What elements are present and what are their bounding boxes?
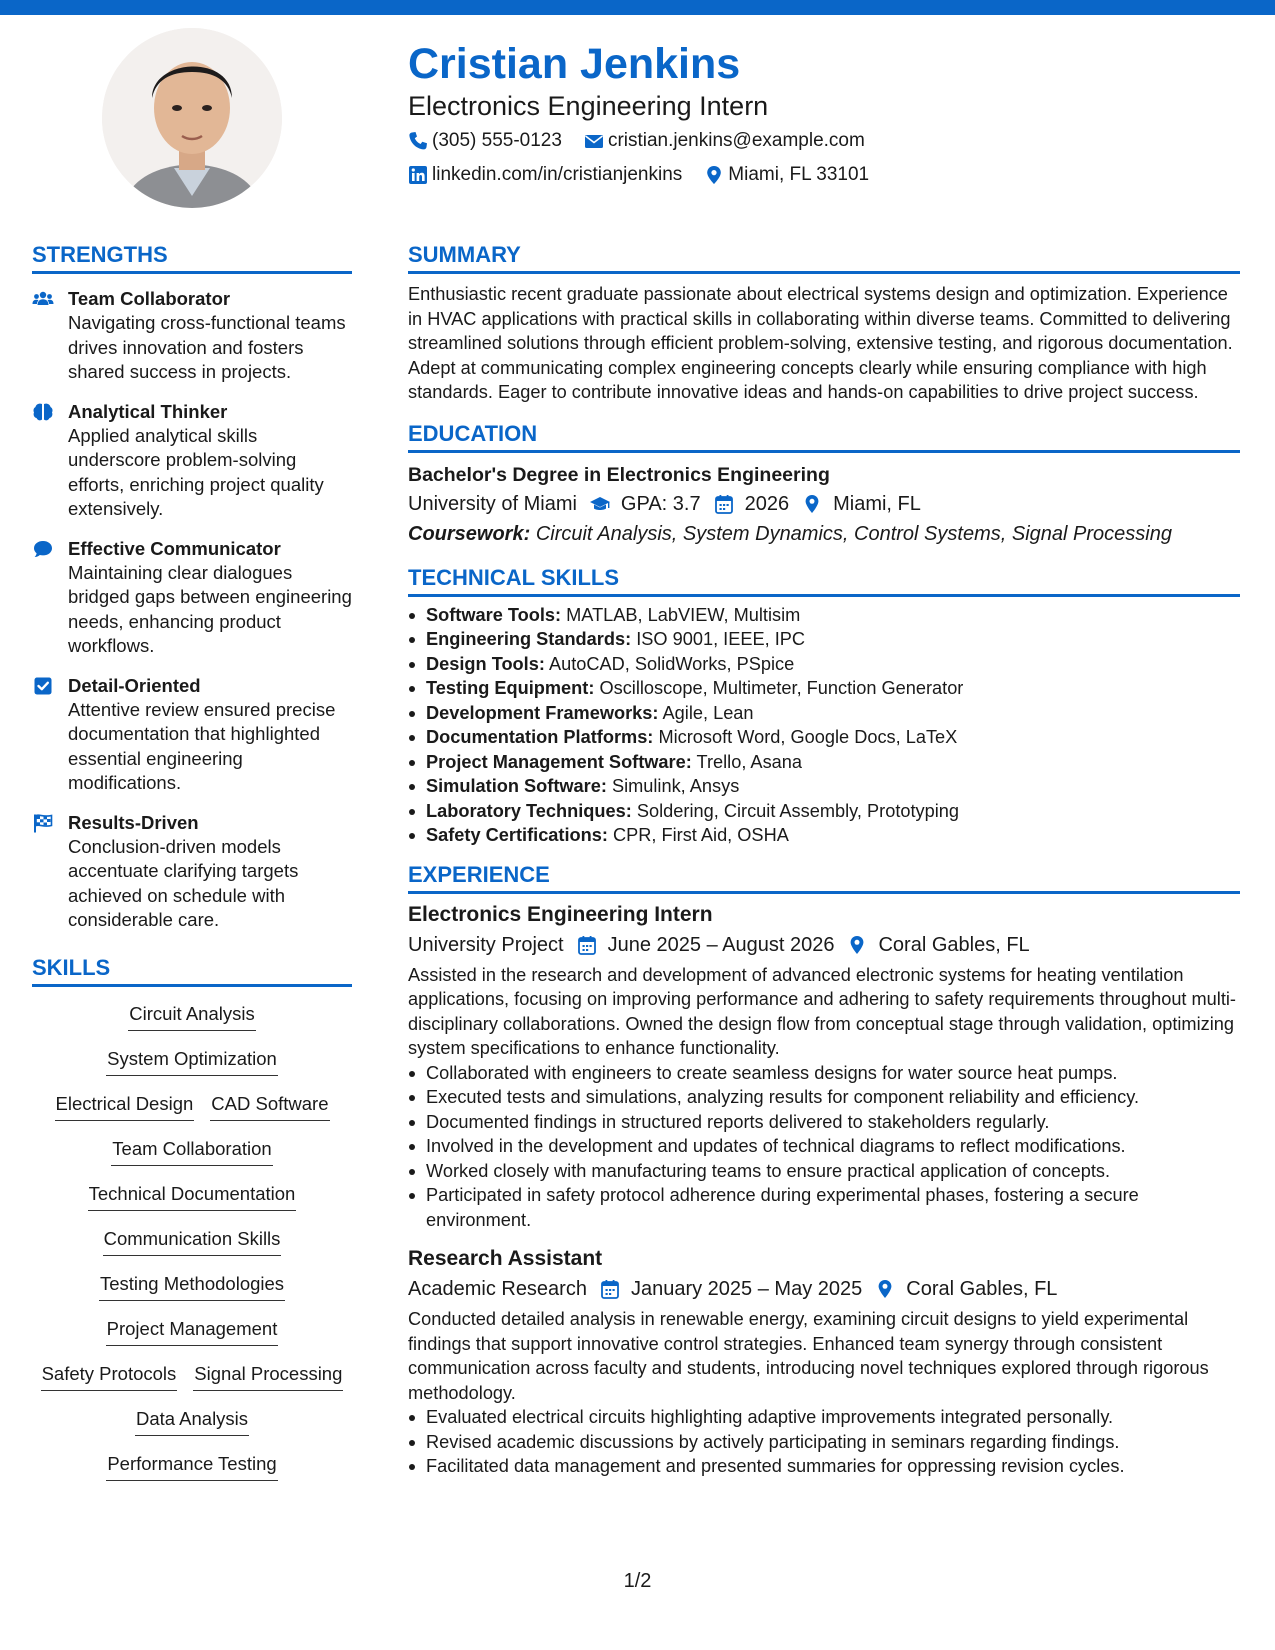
skill-tag: Electrical Design: [55, 1091, 195, 1121]
strength-desc: Applied analytical skills underscore problem-solving efforts, enriching project quality extensively.: [68, 424, 324, 519]
technical-skill-label: Safety Certifications:: [426, 825, 608, 845]
coursework-text: Circuit Analysis, System Dynamics, Control Systems, Signal Processing: [535, 522, 1172, 545]
technical-skill-item: [408, 627, 1240, 652]
technical-skill-label: Design Tools:: [426, 653, 545, 674]
skill-tag: Signal Processing: [193, 1361, 343, 1391]
strength-title: Results-Driven: [68, 811, 199, 833]
job-meta: [408, 1274, 1240, 1304]
strength-desc: Maintaining clear dialogues bridged gaps between engineering needs, enhancing product workflows.: [68, 561, 352, 656]
job-bullet: Participated in safety protocol adherence during experimental phases, fostering a secure environment.: [408, 1183, 1240, 1232]
skill-row: [98, 1316, 287, 1361]
skill-row: [91, 1271, 293, 1316]
technical-skill-value: MATLAB, LabVIEW, Multisim: [566, 604, 801, 625]
strength-item: [32, 536, 352, 659]
job-entry: [408, 1244, 1240, 1479]
users-icon: [32, 289, 54, 309]
skill-tag: Data Analysis: [135, 1406, 249, 1436]
strength-title: Effective Communicator: [68, 537, 281, 559]
strength-desc: Conclusion-driven models accentuate clarifying targets achieved on schedule with considerable care.: [68, 835, 299, 930]
job-organization: University Project: [408, 933, 564, 956]
technical-skill-value: Simulink, Ansys: [611, 776, 740, 796]
candidate-name: Cristian Jenkins: [408, 40, 741, 88]
technical-skill-value: Microsoft Word, Google Docs, LaTeX: [658, 727, 958, 747]
education-heading: EDUCATION: [408, 419, 1240, 453]
education-meta: [408, 489, 1240, 519]
job-bullets: [408, 1061, 1240, 1233]
technical-skill-item: [408, 603, 1240, 628]
linkedin-contact[interactable]: [408, 164, 682, 186]
skills-heading: SKILLS: [32, 953, 352, 987]
skill-tag: Technical Documentation: [88, 1181, 297, 1211]
strength-item: [32, 810, 352, 933]
strength-desc: Attentive review ensured precise documentation that highlighted essential engineering modifications.: [68, 698, 336, 793]
job-title: Electronics Engineering Intern: [408, 902, 713, 926]
technical-skill-item: [408, 750, 1240, 775]
location-contact: [704, 164, 869, 186]
strength-title: Team Collaborator: [68, 288, 231, 309]
email-contact[interactable]: [584, 130, 865, 152]
job-location: Coral Gables, FL: [906, 1278, 1058, 1300]
skill-row: [95, 1226, 290, 1271]
graduation-year: 2026: [744, 492, 790, 515]
skill-row: [47, 1091, 338, 1136]
experience-list: [408, 900, 1240, 1479]
resume-header: [408, 40, 1238, 191]
job-bullet: Documented findings in structured reports delivered to stakeholders regularly.: [408, 1110, 1240, 1135]
technical-skill-value: CPR, First Aid, OSHA: [612, 825, 789, 845]
profile-photo: [102, 28, 282, 208]
technical-skill-value: Agile, Lean: [662, 702, 754, 723]
job-bullet: Revised academic discussions by actively participating in seminars regarding findings.: [408, 1430, 1240, 1455]
skill-tag: Project Management: [106, 1316, 279, 1346]
technical-skill-label: Testing Equipment:: [426, 678, 595, 698]
strength-item: [32, 673, 352, 796]
gpa-text: GPA: 3.7: [620, 492, 701, 515]
technical-skill-value: Trello, Asana: [696, 751, 803, 772]
job-bullet: Collaborated with engineers to create seamless designs for water source heat pumps.: [408, 1061, 1240, 1086]
job-description: Assisted in the research and development of advanced electronic systems for heating ventilation applications, focusing on improving performance and adhering to safety requirements throughout multi-disciplinary collaborations. Owned the design flow from conceptual stage through validation, optimizing system specifications to enhance functionality.: [408, 964, 1236, 1058]
coursework-line: [408, 519, 1240, 549]
technical-skill-item: [408, 774, 1240, 799]
technical-skill-item: [408, 725, 1240, 750]
linkedin-text: linkedin.com/in/cristianjenkins: [432, 163, 683, 185]
experience-heading: EXPERIENCE: [408, 860, 1240, 894]
map-pin-icon: [846, 935, 868, 955]
strength-desc: Navigating cross-functional teams drives innovation and fosters shared success in projects.: [68, 312, 346, 382]
job-meta: [408, 930, 1240, 960]
phone-icon: [408, 131, 428, 151]
degree-title: Bachelor's Degree in Electronics Engineering: [408, 463, 830, 486]
flag-checkered-icon: [32, 813, 54, 833]
map-pin-icon: [874, 1279, 896, 1299]
phone-text: (305) 555-0123: [432, 129, 562, 151]
coursework-label: Coursework:: [408, 522, 531, 545]
job-title: Research Assistant: [408, 1247, 603, 1270]
skill-row: [98, 1046, 286, 1091]
phone-contact: [408, 130, 562, 152]
linkedin-icon: [408, 165, 428, 185]
job-dates: January 2025 – May 2025: [630, 1278, 863, 1300]
strength-item: [32, 399, 352, 522]
skill-tag: System Optimization: [106, 1046, 278, 1076]
job-bullet: Involved in the development and updates of technical diagrams to reflect modifications.: [408, 1134, 1240, 1159]
skill-tag: Performance Testing: [106, 1451, 277, 1481]
job-bullet: Facilitated data management and presented summaries for oppressing revision cycles.: [408, 1454, 1240, 1479]
technical-skill-item: [408, 823, 1240, 848]
strength-title: Detail-Oriented: [68, 674, 201, 696]
calendar-icon: [599, 1279, 621, 1299]
strength-title: Analytical Thinker: [68, 400, 228, 422]
technical-skill-value: ISO 9001, IEEE, IPC: [636, 629, 806, 649]
summary-heading: SUMMARY: [408, 240, 1240, 274]
skills-list: [32, 1001, 352, 1496]
envelope-icon: [584, 131, 604, 151]
technical-skill-label: Software Tools:: [426, 604, 562, 625]
skill-row: [98, 1451, 285, 1496]
technical-skill-label: Documentation Platforms:: [426, 727, 654, 747]
email-text: cristian.jenkins@example.com: [607, 129, 865, 151]
job-description: Conducted detailed analysis in renewable energy, examining circuit designs to yield experimental findings that support innovative control strategies. Enhanced team synergy through consistent communication across faculty and students, introducing novel techniques explored through rigorous methodology.: [408, 1309, 1209, 1403]
brain-icon: [32, 402, 54, 422]
technical-skill-label: Development Frameworks:: [426, 702, 659, 723]
strengths-heading: STRENGTHS: [32, 240, 352, 274]
school-name: University of Miami: [408, 492, 577, 515]
job-entry: [408, 900, 1240, 1233]
skill-tag: Team Collaboration: [111, 1136, 272, 1166]
skill-tag: Safety Protocols: [41, 1361, 178, 1391]
calendar-icon: [713, 494, 735, 514]
candidate-role: Electronics Engineering Intern: [408, 91, 769, 122]
technical-skill-label: Project Management Software:: [426, 751, 692, 772]
job-organization: Academic Research: [408, 1278, 587, 1300]
skill-row: [33, 1361, 352, 1406]
technical-skill-label: Simulation Software:: [426, 776, 607, 796]
strengths-list: [32, 286, 352, 933]
contact-row-2: [408, 159, 1238, 191]
contact-row-1: [408, 125, 1238, 157]
skill-row: [103, 1136, 280, 1181]
technical-skill-item: [408, 676, 1240, 701]
job-bullet: Executed tests and simulations, analyzing results for component reliability and efficiency.: [408, 1085, 1240, 1110]
technical-skill-value: Soldering, Circuit Assembly, Prototyping: [636, 800, 960, 821]
map-pin-icon: [801, 494, 823, 514]
checkbox-icon: [32, 676, 54, 696]
job-bullet: Worked closely with manufacturing teams to ensure practical application of concepts.: [408, 1159, 1240, 1184]
top-accent-bar: [0, 0, 1275, 15]
skill-tag: Communication Skills: [103, 1226, 282, 1256]
job-bullets: [408, 1405, 1240, 1479]
technical-skills-heading: TECHNICAL SKILLS: [408, 563, 1240, 597]
job-location: Coral Gables, FL: [878, 933, 1030, 956]
technical-skill-item: [408, 799, 1240, 824]
job-dates: June 2025 – August 2026: [607, 933, 835, 956]
job-bullet: Evaluated electrical circuits highlighting adaptive improvements integrated personally.: [408, 1405, 1240, 1430]
skill-tag: CAD Software: [210, 1091, 329, 1121]
skill-tag: Testing Methodologies: [99, 1271, 285, 1301]
chat-icon: [32, 539, 54, 559]
technical-skill-label: Laboratory Techniques:: [426, 800, 632, 821]
technical-skill-item: [408, 652, 1240, 677]
technical-skill-item: [408, 701, 1240, 726]
technical-skill-value: AutoCAD, SolidWorks, PSpice: [548, 653, 795, 674]
skill-row: [120, 1001, 263, 1046]
page-number: 1/2: [623, 1570, 652, 1592]
technical-skill-label: Engineering Standards:: [426, 629, 632, 649]
calendar-icon: [576, 935, 598, 955]
location-text: Miami, FL 33101: [728, 163, 870, 185]
skill-row: [80, 1181, 305, 1226]
map-pin-icon: [704, 165, 724, 185]
left-column: [32, 240, 352, 1496]
graduation-cap-icon: [589, 494, 611, 514]
technical-skills-list: [408, 603, 1240, 848]
skill-tag: Circuit Analysis: [128, 1001, 255, 1031]
strength-item: [32, 286, 352, 385]
education-location: Miami, FL: [833, 492, 921, 515]
skill-row: [127, 1406, 257, 1451]
technical-skill-value: Oscilloscope, Multimeter, Function Generator: [599, 678, 964, 698]
right-column: [408, 240, 1240, 1479]
summary-text: Enthusiastic recent graduate passionate about electrical systems design and optimization. Experience in HVAC applications with practical skills in collaborating within diverse teams. Committed to delivering streamlined solutions through efficient problem-solving, extensive testing, and rigorous documentation. Adept at communicating complex engineering concepts clearly while ensuring compliance with high standards. Eager to contribute innovative ideas and hands-on capabilities to drive project success.: [408, 284, 1233, 402]
